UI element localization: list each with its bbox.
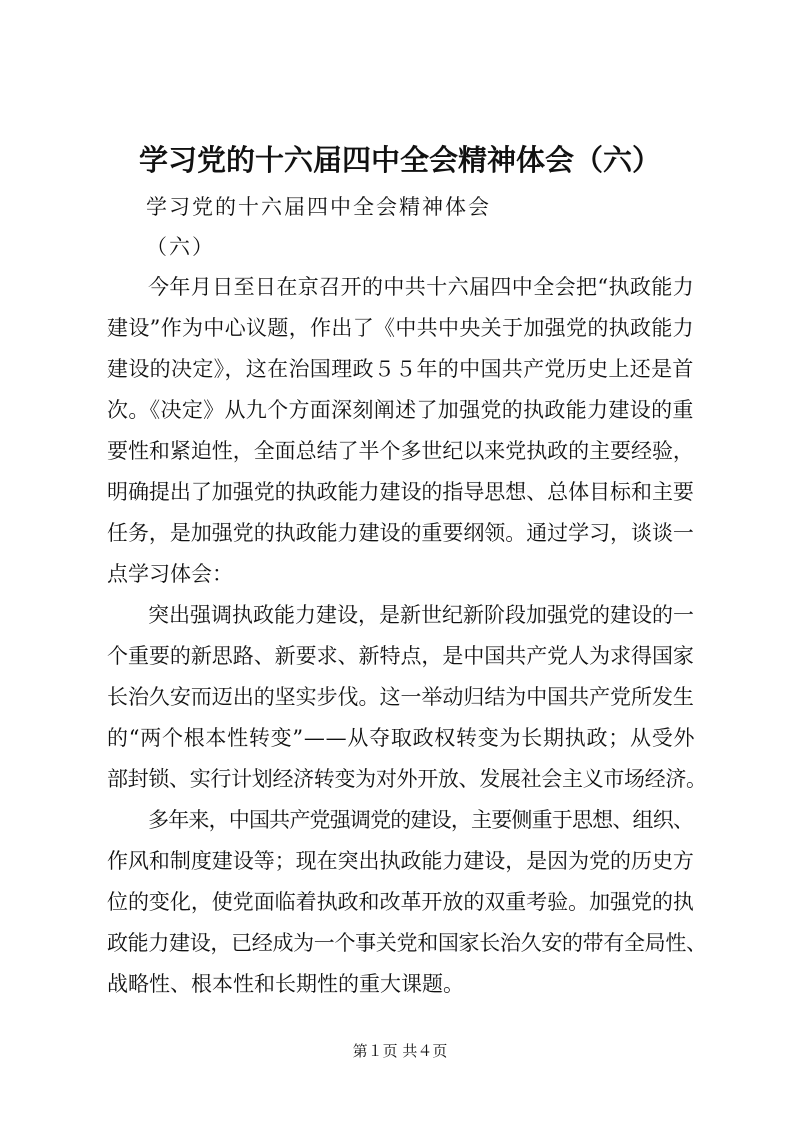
document-subtitle-number: （六） (146, 235, 215, 259)
body-line: 建设”作为中心议题，作出了《中共中央关于加强党的执政能力 (107, 316, 694, 340)
body-line: 战略性、根本性和长期性的重大课题。 (107, 972, 464, 996)
body-line: 点学习体会： (107, 562, 233, 586)
body-line: 的“两个根本性转变”——从夺取政权转变为长期执政；从受外 (107, 726, 696, 750)
document-subtitle: 学习党的十六届四中全会精神体会 (146, 195, 491, 219)
body-line: 任务，是加强党的执政能力建设的重要纲领。通过学习，谈谈一 (107, 521, 694, 545)
document-title: 学习党的十六届四中全会精神体会（六） (138, 143, 661, 177)
body-line: 要性和紧迫性，全面总结了半个多世纪以来党执政的主要经验， (107, 439, 694, 463)
body-line: 长治久安而迈出的坚实步伐。这一举动归结为中国共产党所发生 (107, 685, 694, 709)
body-line: 次。《决定》从九个方面深刻阐述了加强党的执政能力建设的重 (107, 398, 694, 422)
body-line: 建设的决定》，这在治国理政５５年的中国共产党历史上还是首 (107, 357, 694, 381)
body-line: 个重要的新思路、新要求、新特点，是中国共产党人为求得国家 (107, 644, 694, 668)
body-line: 突出强调执政能力建设，是新世纪新阶段加强党的建设的一 (148, 603, 694, 627)
body-line: 作风和制度建设等；现在突出执政能力建设，是因为党的历史方 (107, 849, 694, 873)
body-line: 今年月日至日在京召开的中共十六届四中全会把“执政能力 (148, 275, 695, 299)
body-line: 明确提出了加强党的执政能力建设的指导思想、总体目标和主要 (107, 480, 694, 504)
body-line: 政能力建设，已经成为一个事关党和国家长治久安的带有全局性、 (107, 931, 707, 955)
page-footer: 第１页 共４页 (352, 1042, 448, 1060)
body-line: 部封锁、实行计划经济转变为对外开放、发展社会主义市场经济。 (107, 767, 707, 791)
body-line: 多年来，中国共产党强调党的建设，主要侧重于思想、组织、 (148, 808, 694, 832)
body-line: 位的变化，使党面临着执政和改革开放的双重考验。加强党的执 (107, 890, 694, 914)
